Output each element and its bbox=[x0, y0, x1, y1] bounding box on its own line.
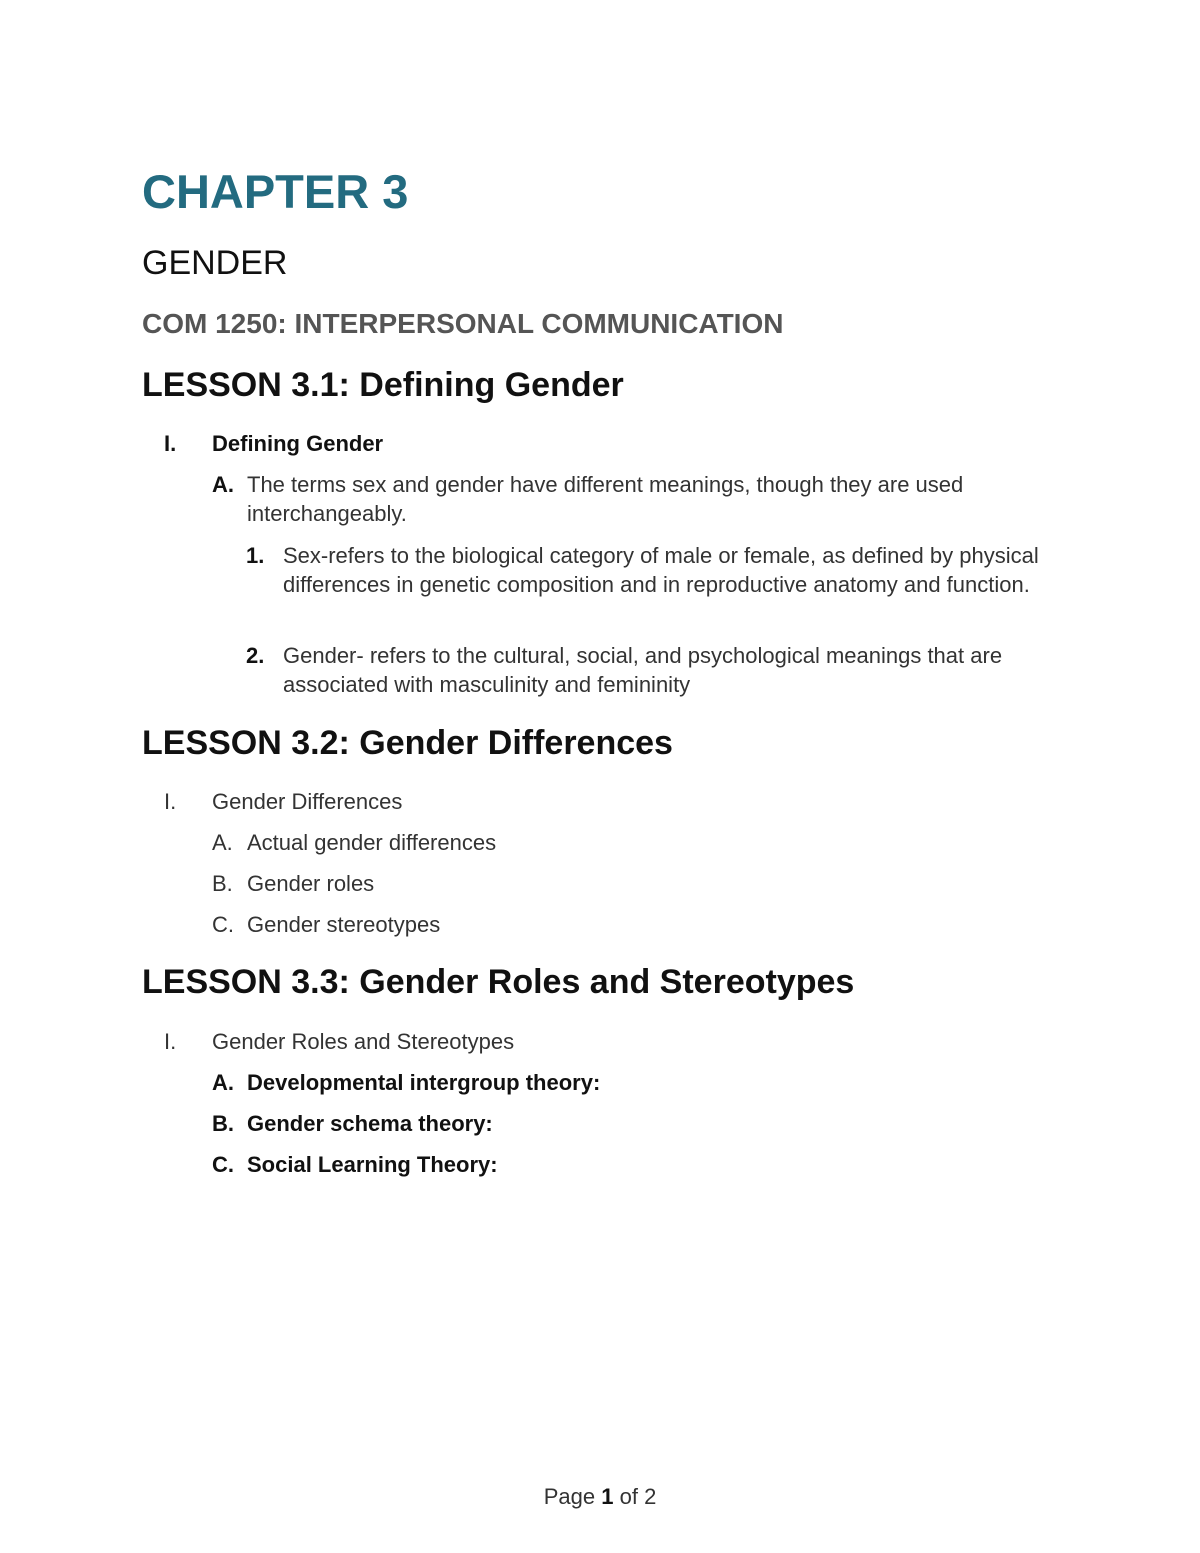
course-title: COM 1250: INTERPERSONAL COMMUNICATION bbox=[142, 308, 784, 339]
outline-marker: I. bbox=[164, 789, 177, 814]
outline-marker: B. bbox=[212, 871, 233, 896]
page-footer bbox=[0, 1484, 1200, 1510]
outline-marker: 2. bbox=[246, 643, 265, 668]
lesson-3-1-heading: LESSON 3.1: Defining Gender bbox=[142, 366, 624, 404]
outline-item bbox=[164, 787, 1044, 816]
outline-text: Social Learning Theory: bbox=[247, 1152, 498, 1177]
outline-text: Gender roles bbox=[247, 871, 375, 896]
outline-marker: A. bbox=[212, 472, 234, 497]
page-label: Page bbox=[543, 1484, 596, 1509]
outline-text: Sex-refers to the biological category of male or female, as defined by physical differences in genetic composition and in reproductive anatomy and function. bbox=[283, 543, 1039, 597]
outline-text: Actual gender differences bbox=[247, 830, 497, 855]
outline-marker: A. bbox=[212, 830, 233, 855]
outline-text: Gender schema theory: bbox=[247, 1111, 493, 1136]
outline-item bbox=[212, 910, 1022, 939]
outline-text: Developmental intergroup theory: bbox=[247, 1070, 601, 1095]
outline-marker: 1. bbox=[246, 543, 265, 568]
current-page-number: 1 bbox=[601, 1484, 614, 1509]
outline-item bbox=[212, 1068, 1022, 1097]
outline-text: The terms sex and gender have different meanings, though they are used interchangeably. bbox=[247, 472, 964, 526]
outline-item bbox=[212, 869, 1022, 898]
chapter-heading: CHAPTER 3 bbox=[142, 165, 409, 218]
outline-marker: B. bbox=[212, 1111, 234, 1136]
outline-marker: C. bbox=[212, 1152, 234, 1177]
outline-text: Gender stereotypes bbox=[247, 912, 441, 937]
lesson-3-3-heading: LESSON 3.3: Gender Roles and Stereotypes bbox=[142, 963, 855, 1001]
outline-item bbox=[212, 470, 1022, 528]
outline-text: Defining Gender bbox=[212, 431, 384, 456]
chapter-subtitle: GENDER bbox=[142, 244, 288, 282]
outline-item bbox=[212, 1109, 1022, 1138]
outline-item bbox=[212, 828, 1022, 857]
outline-text: Gender Roles and Stereotypes bbox=[212, 1029, 515, 1054]
lesson-3-2-heading: LESSON 3.2: Gender Differences bbox=[142, 724, 673, 762]
outline-text: Gender Differences bbox=[212, 789, 403, 814]
total-page-count: 2 bbox=[644, 1484, 657, 1509]
outline-item bbox=[246, 641, 1056, 699]
outline-marker: I. bbox=[164, 1029, 177, 1054]
outline-marker: C. bbox=[212, 912, 234, 937]
outline-item bbox=[246, 541, 1056, 599]
outline-marker: A. bbox=[212, 1070, 234, 1095]
outline-item bbox=[212, 1150, 1022, 1179]
outline-item bbox=[164, 429, 1044, 458]
page-of-label: of bbox=[619, 1484, 638, 1509]
outline-item bbox=[164, 1027, 1044, 1056]
outline-marker: I. bbox=[164, 431, 177, 456]
outline-text: Gender- refers to the cultural, social, and psychological meanings that are associated with masculinity and femininity bbox=[283, 643, 1003, 697]
